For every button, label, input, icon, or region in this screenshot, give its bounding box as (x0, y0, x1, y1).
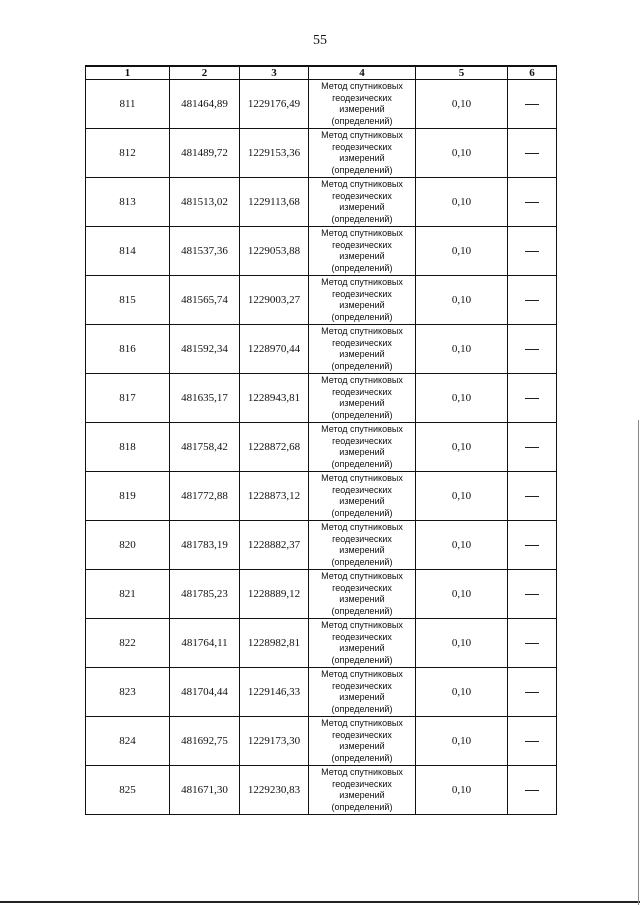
method-cell: Метод спутниковых геодезических измерений (определений) (309, 129, 416, 178)
note-cell (508, 668, 557, 717)
method-cell: Метод спутниковых геодезических измерений (определений) (309, 227, 416, 276)
method-cell: Метод спутниковых геодезических измерений (определений) (309, 178, 416, 227)
point-number-cell: 815 (86, 276, 170, 325)
dash-mark (525, 104, 539, 105)
y-coordinate-cell: 1229173,30 (240, 717, 309, 766)
dash-mark (525, 545, 539, 546)
note-cell (508, 374, 557, 423)
table-row (86, 570, 557, 619)
point-number-cell: 821 (86, 570, 170, 619)
accuracy-cell: 0,10 (416, 521, 508, 570)
column-header-2: 2 (170, 66, 240, 80)
method-cell: Метод спутниковых геодезических измерений (определений) (309, 80, 416, 129)
table-row (86, 423, 557, 472)
x-coordinate-cell: 481537,36 (170, 227, 240, 276)
note-cell (508, 227, 557, 276)
y-coordinate-cell: 1229153,36 (240, 129, 309, 178)
table-body (86, 80, 557, 815)
point-number-cell: 823 (86, 668, 170, 717)
y-coordinate-cell: 1228970,44 (240, 325, 309, 374)
dash-mark (525, 349, 539, 350)
table-row (86, 472, 557, 521)
accuracy-cell: 0,10 (416, 766, 508, 815)
column-header-5: 5 (416, 66, 508, 80)
coordinates-table (85, 65, 557, 815)
y-coordinate-cell: 1229176,49 (240, 80, 309, 129)
y-coordinate-cell: 1229003,27 (240, 276, 309, 325)
x-coordinate-cell: 481692,75 (170, 717, 240, 766)
table-row (86, 80, 557, 129)
accuracy-cell: 0,10 (416, 129, 508, 178)
method-cell: Метод спутниковых геодезических измерений (определений) (309, 423, 416, 472)
dash-mark (525, 300, 539, 301)
table-row (86, 227, 557, 276)
page-right-edge (638, 420, 639, 905)
note-cell (508, 276, 557, 325)
note-cell (508, 717, 557, 766)
point-number-cell: 813 (86, 178, 170, 227)
x-coordinate-cell: 481513,02 (170, 178, 240, 227)
page-bottom-border (0, 901, 640, 903)
accuracy-cell: 0,10 (416, 472, 508, 521)
accuracy-cell: 0,10 (416, 570, 508, 619)
x-coordinate-cell: 481785,23 (170, 570, 240, 619)
x-coordinate-cell: 481772,88 (170, 472, 240, 521)
table-row (86, 325, 557, 374)
point-number-cell: 817 (86, 374, 170, 423)
y-coordinate-cell: 1229146,33 (240, 668, 309, 717)
method-cell: Метод спутниковых геодезических измерений (определений) (309, 472, 416, 521)
note-cell (508, 521, 557, 570)
dash-mark (525, 643, 539, 644)
dash-mark (525, 741, 539, 742)
note-cell (508, 766, 557, 815)
dash-mark (525, 398, 539, 399)
method-cell: Метод спутниковых геодезических измерений (определений) (309, 374, 416, 423)
y-coordinate-cell: 1229230,83 (240, 766, 309, 815)
dash-mark (525, 153, 539, 154)
method-cell: Метод спутниковых геодезических измерений (определений) (309, 276, 416, 325)
point-number-cell: 812 (86, 129, 170, 178)
accuracy-cell: 0,10 (416, 325, 508, 374)
point-number-cell: 820 (86, 521, 170, 570)
method-cell: Метод спутниковых геодезических измерений (определений) (309, 570, 416, 619)
accuracy-cell: 0,10 (416, 717, 508, 766)
method-cell: Метод спутниковых геодезических измерений (определений) (309, 521, 416, 570)
dash-mark (525, 251, 539, 252)
note-cell (508, 570, 557, 619)
y-coordinate-cell: 1228982,81 (240, 619, 309, 668)
column-header-4: 4 (309, 66, 416, 80)
y-coordinate-cell: 1228882,37 (240, 521, 309, 570)
point-number-cell: 825 (86, 766, 170, 815)
table-row (86, 178, 557, 227)
x-coordinate-cell: 481592,34 (170, 325, 240, 374)
x-coordinate-cell: 481783,19 (170, 521, 240, 570)
x-coordinate-cell: 481635,17 (170, 374, 240, 423)
note-cell (508, 129, 557, 178)
point-number-cell: 818 (86, 423, 170, 472)
method-cell: Метод спутниковых геодезических измерений (определений) (309, 766, 416, 815)
accuracy-cell: 0,10 (416, 80, 508, 129)
table-row (86, 766, 557, 815)
x-coordinate-cell: 481704,44 (170, 668, 240, 717)
table-header (86, 66, 557, 80)
accuracy-cell: 0,10 (416, 178, 508, 227)
dash-mark (525, 692, 539, 693)
accuracy-cell: 0,10 (416, 619, 508, 668)
accuracy-cell: 0,10 (416, 423, 508, 472)
point-number-cell: 822 (86, 619, 170, 668)
note-cell (508, 423, 557, 472)
x-coordinate-cell: 481565,74 (170, 276, 240, 325)
column-header-6: 6 (508, 66, 557, 80)
table-row (86, 276, 557, 325)
dash-mark (525, 594, 539, 595)
table-row (86, 717, 557, 766)
accuracy-cell: 0,10 (416, 276, 508, 325)
accuracy-cell: 0,10 (416, 374, 508, 423)
note-cell (508, 325, 557, 374)
note-cell (508, 80, 557, 129)
x-coordinate-cell: 481464,89 (170, 80, 240, 129)
y-coordinate-cell: 1228943,81 (240, 374, 309, 423)
note-cell (508, 178, 557, 227)
method-cell: Метод спутниковых геодезических измерений (определений) (309, 668, 416, 717)
point-number-cell: 816 (86, 325, 170, 374)
table-row (86, 521, 557, 570)
accuracy-cell: 0,10 (416, 668, 508, 717)
dash-mark (525, 496, 539, 497)
x-coordinate-cell: 481489,72 (170, 129, 240, 178)
method-cell: Метод спутниковых геодезических измерений (определений) (309, 717, 416, 766)
x-coordinate-cell: 481758,42 (170, 423, 240, 472)
column-header-3: 3 (240, 66, 309, 80)
y-coordinate-cell: 1228873,12 (240, 472, 309, 521)
table-row (86, 619, 557, 668)
y-coordinate-cell: 1228889,12 (240, 570, 309, 619)
x-coordinate-cell: 481671,30 (170, 766, 240, 815)
point-number-cell: 811 (86, 80, 170, 129)
table-row (86, 668, 557, 717)
point-number-cell: 814 (86, 227, 170, 276)
column-header-1: 1 (86, 66, 170, 80)
dash-mark (525, 202, 539, 203)
note-cell (508, 472, 557, 521)
method-cell: Метод спутниковых геодезических измерений (определений) (309, 325, 416, 374)
note-cell (508, 619, 557, 668)
dash-mark (525, 447, 539, 448)
y-coordinate-cell: 1229053,88 (240, 227, 309, 276)
accuracy-cell: 0,10 (416, 227, 508, 276)
y-coordinate-cell: 1229113,68 (240, 178, 309, 227)
table-row (86, 374, 557, 423)
table-row (86, 129, 557, 178)
x-coordinate-cell: 481764,11 (170, 619, 240, 668)
method-cell: Метод спутниковых геодезических измерений (определений) (309, 619, 416, 668)
y-coordinate-cell: 1228872,68 (240, 423, 309, 472)
dash-mark (525, 790, 539, 791)
point-number-cell: 819 (86, 472, 170, 521)
point-number-cell: 824 (86, 717, 170, 766)
page-number: 55 (313, 33, 327, 48)
